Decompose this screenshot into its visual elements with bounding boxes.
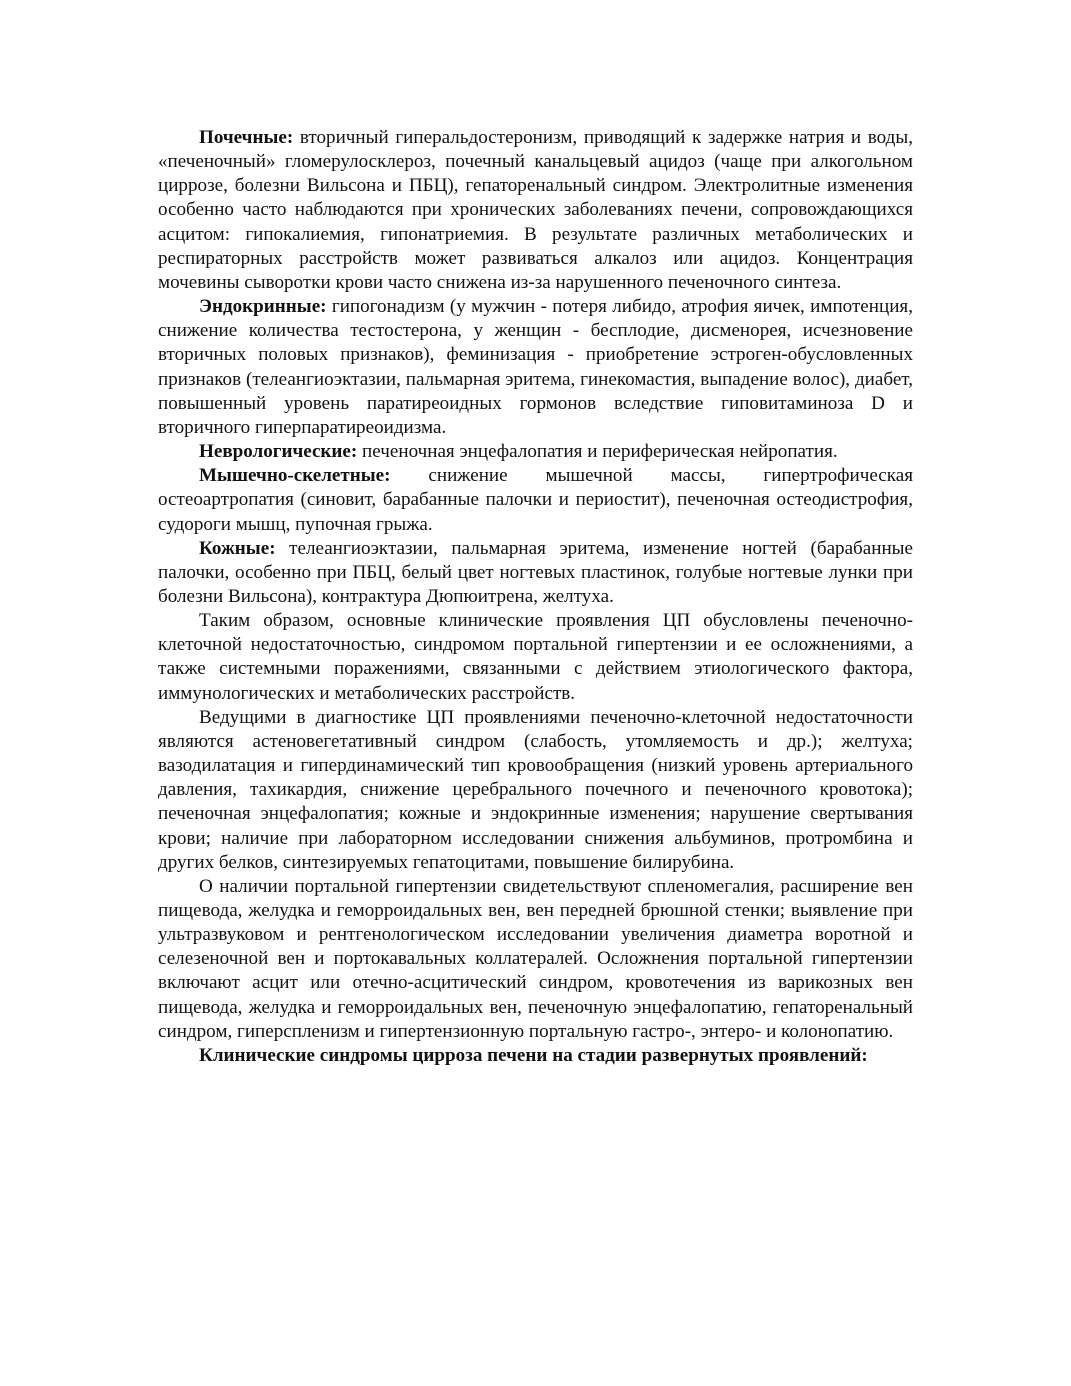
paragraph-lead: Эндокринные: — [199, 296, 327, 318]
paragraph-endocrine — [158, 295, 913, 440]
paragraph-text: Таким образом, основные клинические проявления ЦП обусловлены печеночно-клеточной недостаточностью, синдромом портальной гипертензии и ее осложнениями, а также системными поражениями, связанными с действием этиологического фактора, иммунологических и метаболических расстройств. — [158, 610, 913, 704]
paragraph-hepatocellular-insufficiency — [158, 706, 913, 875]
paragraph-lead: Неврологические: — [199, 441, 358, 463]
paragraph-text: Ведущими в диагностике ЦП проявлениями печеночно-клеточной недостаточности являются астеновегетативный синдром (слабость, утомляемость и др.); желтуха; вазодилатация и гипердинамический тип кровообращения (низкий уровень артериального давления, тахикардия, снижение церебрального почечного и печеночного кровотока); печеночная энцефалопатия; кожные и эндокринные изменения; нарушение свертывания крови; наличие при лабораторном исследовании снижения альбуминов, протромбина и других белков, синтезируемых гепатоцитами, повышение билирубина. — [158, 706, 913, 873]
paragraph-renal — [158, 126, 913, 295]
paragraph-text: снижение мышечной массы, гипертрофическая остеоартропатия (синовит, барабанные палочки и периостит), печеночная остеодистрофия, судороги мышц, пупочная грыжа. — [158, 465, 913, 535]
paragraph-skin — [158, 537, 913, 609]
paragraph-text: вторичный гиперальдостеронизм, приводящий к задержке натрия и воды, «печеночный» гломерулосклероз, почечный канальцевый ацидоз (чаще при алкогольном циррозе, болезни Вильсона и ПБЦ), гепаторенальный синдром. Электролитные изменения особенно часто наблюдаются при хронических заболеваниях печени, сопровождающихся асцитом: гипокалиемия, гипонатриемия. В результате различных метаболических и респираторных расстройств может развиваться алкалоз или ацидоз. Концентрация мочевины сыворотки крови часто снижена из-за нарушенного печеночного синтеза. — [158, 127, 913, 293]
document-page — [158, 126, 913, 1068]
paragraph-text: гипогонадизм (у мужчин - потеря либидо, атрофия яичек, импотенция, снижение количества тестостерона, у женщин - бесплодие, дисменорея, исчезновение вторичных половых признаков), феминизация - приобретение эстроген-обусловленных признаков (телеангиоэктазии, пальмарная эритема, гинекомастия, выпадение волос), диабет, повышенный уровень паратиреоидных гормонов вследствие гиповитаминоза D и вторичного гиперпаратиреоидизма. — [158, 296, 913, 438]
paragraph-lead: Мышечно-скелетные: — [199, 465, 391, 487]
paragraph-musculoskeletal — [158, 464, 913, 536]
section-heading: Клинические синдромы цирроза печени на стадии развернутых проявлений: — [199, 1044, 868, 1066]
paragraph-text: телеангиоэктазии, пальмарная эритема, изменение ногтей (барабанные палочки, особенно при ПБЦ, белый цвет ногтевых пластинок, голубые ногтевые лунки при болезни Вильсона), контрактура Дюпюитрена, желтуха. — [158, 537, 913, 607]
paragraph-summary — [158, 609, 913, 706]
paragraph-text: печеночная энцефалопатия и периферическая нейропатия. — [357, 441, 838, 463]
paragraph-lead: Кожные: — [199, 537, 276, 559]
paragraph-lead: Почечные: — [199, 127, 294, 148]
paragraph-neurological — [158, 440, 913, 464]
paragraph-text: О наличии портальной гипертензии свидетельствуют спленомегалия, расширение вен пищевода, желудка и геморроидальных вен, вен передней брюшной стенки; выявление при ультразвуковом и рентгенологическом исследовании увеличения диаметра воротной и селезеночной вен и портокавальных коллатералей. Осложнения портальной гипертензии включают асцит или отечно-асцитический синдром, кровотечения из варикозных вен пищевода, желудка и геморроидальных вен, печеночную энцефалопатию, гепаторенальный синдром, гиперспленизм и гипертензионную портальную гастро-, энтеро- и колонопатию. — [158, 875, 913, 1042]
paragraph-portal-hypertension — [158, 875, 913, 1044]
